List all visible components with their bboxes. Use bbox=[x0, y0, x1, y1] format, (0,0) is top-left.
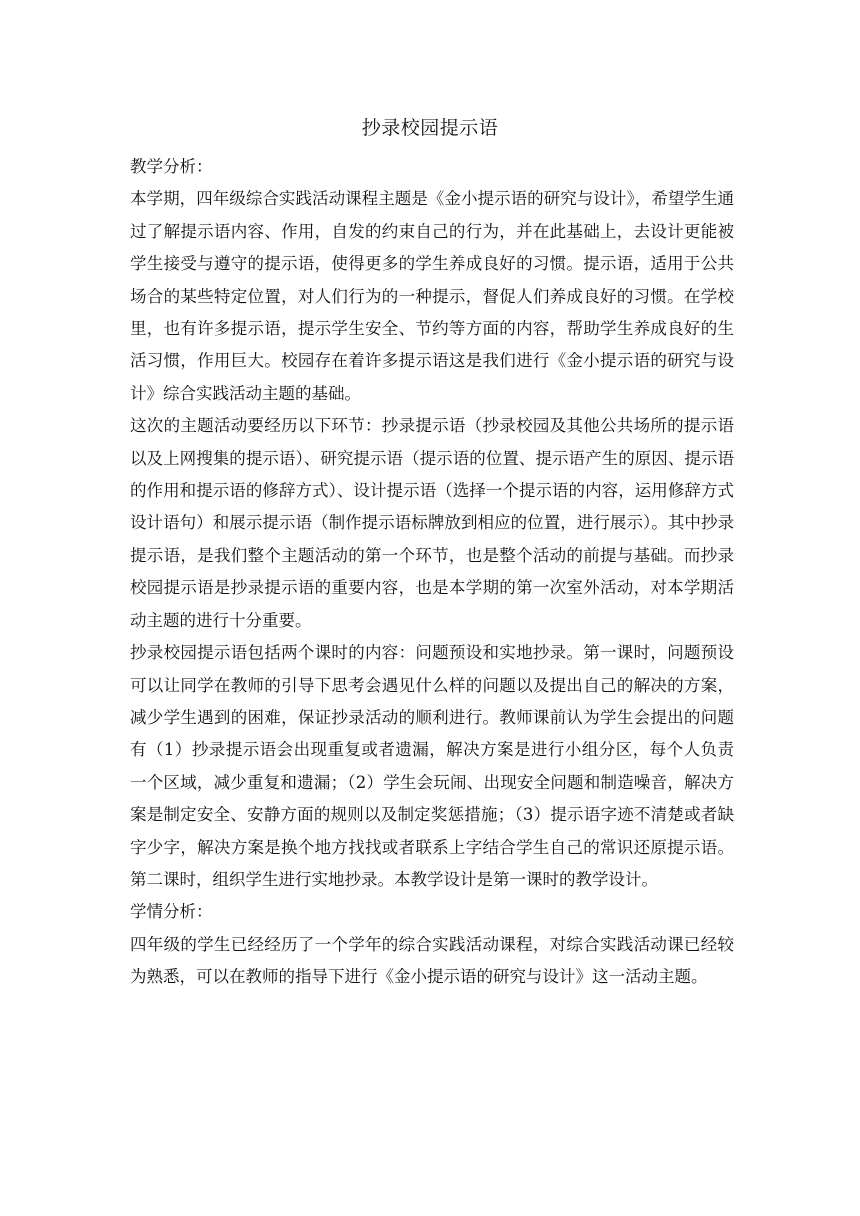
paragraph: 抄录校园提示语包括两个课时的内容：问题预设和实地抄录。第一课时，问题预设可以让同学在教师的引导下思考会遇见什么样的问题以及提出自己的解决的方案，减少学生遇到的困难，保证抄录活动的顺利进行。教师课前认为学生会提出的问题有（1）抄录提示语会出现重复或者遗漏，解决方案是进行小组分区，每个人负责一个区域，减少重复和遗漏；（2）学生会玩闹、出现安全问题和制造噪音，解决方案是制定安全、安静方面的规则以及制定奖惩措施；（3）提示语字迹不清楚或者缺字少字，解决方案是换个地方找找或者联系上字结合学生自己的常识还原提示语。第二课时，组织学生进行实地抄录。本教学设计是第一课时的教学设计。 bbox=[130, 643, 734, 889]
document-title: 抄录校园提示语 bbox=[361, 117, 499, 139]
document-body bbox=[130, 151, 734, 994]
paragraph: 本学期，四年级综合实践活动课程主题是《金小提示语的研究与设计》，希望学生通过了解提示语内容、作用，自发的约束自己的行为，并在此基础上，去设计更能被学生接受与遵守的提示语，使得更多的学生养成良好的习惯。提示语，适用于公共场合的某些特定位置，对人们行为的一种提示，督促人们养成良好的习惯。在学校里，也有许多提示语，提示学生安全、节约等方面的内容，帮助学生养成良好的生活习惯，作用巨大。校园存在着许多提示语这是我们进行《金小提示语的研究与设计》综合实践活动主题的基础。 bbox=[130, 189, 734, 403]
paragraph: 四年级的学生已经经历了一个学年的综合实践活动课程，对综合实践活动课已经较为熟悉，可以在教师的指导下进行《金小提示语的研究与设计》这一活动主题。 bbox=[130, 934, 734, 987]
paragraph: 这次的主题活动要经历以下环节：抄录提示语（抄录校园及其他公共场所的提示语以及上网搜集的提示语）、研究提示语（提示语的位置、提示语产生的原因、提示语的作用和提示语的修辞方式）、设计提示语（选择一个提示语的内容，运用修辞方式设计语句）和展示提示语（制作提示语标牌放到相应的位置，进行展示）。其中抄录提示语，是我们整个主题活动的第一个环节，也是整个活动的前提与基础。而抄录校园提示语是抄录提示语的重要内容，也是本学期的第一次室外活动，对本学期活动主题的进行十分重要。 bbox=[130, 416, 734, 630]
section-heading-teaching-analysis: 教学分析： bbox=[130, 157, 213, 176]
section-heading-learner-analysis: 学情分析： bbox=[130, 902, 213, 922]
